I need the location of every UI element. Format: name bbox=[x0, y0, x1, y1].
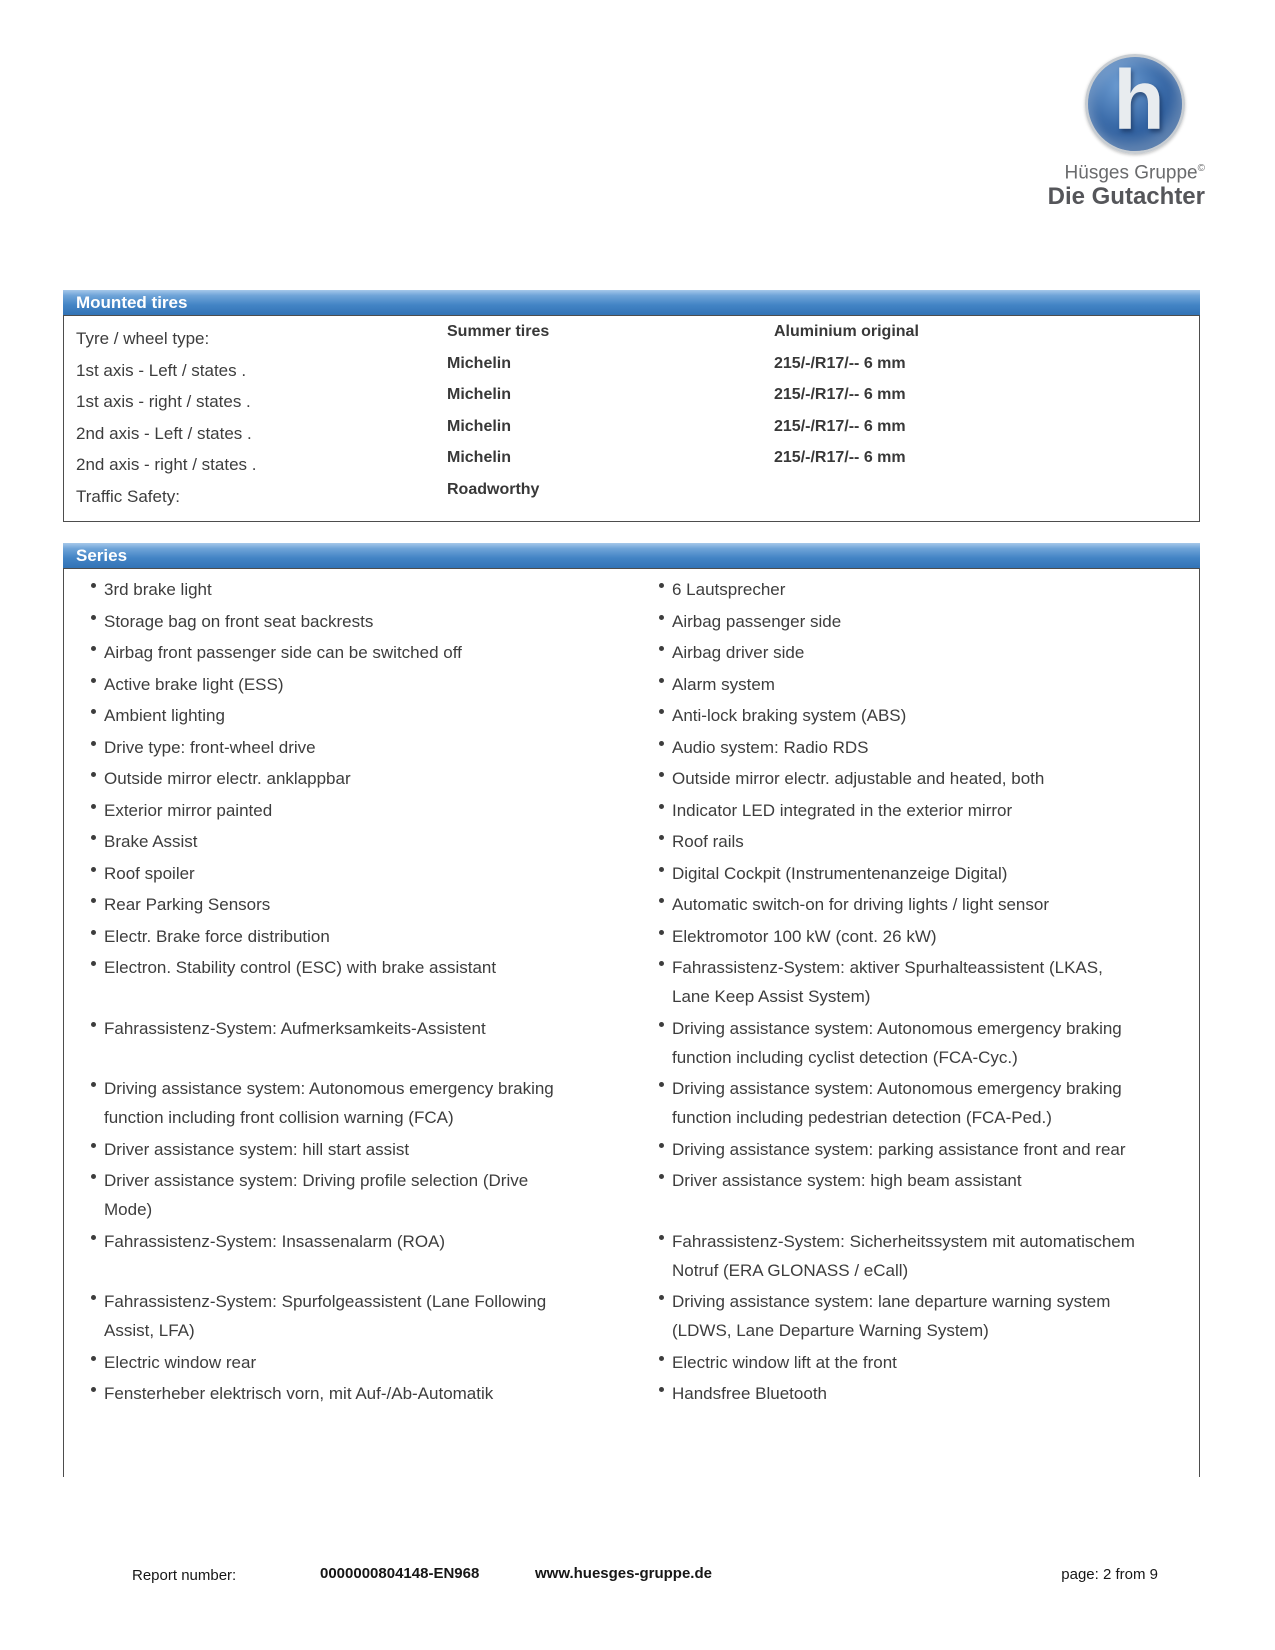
series-item-right bbox=[659, 733, 1189, 762]
series-item-text: Fahrassistenz-System: Sicherheitssystem mit automatischem Notruf (ERA GLONASS / eCall) bbox=[672, 1231, 1135, 1280]
bullet-icon bbox=[659, 1143, 664, 1148]
report-number-label: Report number: bbox=[132, 1567, 237, 1584]
tire-row bbox=[64, 481, 1199, 513]
mounted-tires-header bbox=[63, 290, 1200, 316]
series-list bbox=[63, 569, 1200, 1477]
tire-row-value-1: Summer tires bbox=[447, 323, 550, 340]
bullet-icon bbox=[659, 804, 664, 809]
tire-row-value-1: Michelin bbox=[447, 449, 512, 466]
series-item-right bbox=[659, 670, 1189, 699]
copyright-mark: © bbox=[1197, 163, 1205, 174]
series-item-text: Fahrassistenz-System: aktiver Spurhalteassistent (LKAS, Lane Keep Assist System) bbox=[672, 958, 1103, 1006]
series-header bbox=[63, 543, 1200, 569]
series-item-text: Ambient lighting bbox=[104, 706, 225, 725]
logo-company-name bbox=[945, 158, 1205, 184]
bullet-icon bbox=[659, 1174, 664, 1179]
bullet-icon bbox=[91, 1387, 96, 1392]
series-item-text: 3rd brake light bbox=[104, 580, 212, 599]
series-item-left bbox=[91, 859, 659, 888]
bullet-icon bbox=[91, 1356, 96, 1361]
bullet-icon bbox=[91, 1295, 96, 1300]
series-item-right bbox=[659, 827, 1189, 856]
series-row bbox=[91, 607, 1199, 636]
series-row bbox=[91, 1166, 1199, 1224]
bullet-icon bbox=[659, 678, 664, 683]
series-item-right bbox=[659, 701, 1189, 730]
series-item-right bbox=[659, 890, 1189, 919]
bullet-icon bbox=[91, 1174, 96, 1179]
tire-row-value-1: Michelin bbox=[447, 354, 512, 372]
series-item-text: 6 Lautsprecher bbox=[672, 580, 786, 599]
series-row bbox=[91, 701, 1199, 730]
bullet-icon bbox=[659, 1356, 664, 1361]
tire-row-label: 1st axis - Left / states . bbox=[76, 360, 247, 380]
mounted-tires-section bbox=[63, 290, 1200, 522]
series-item-left bbox=[91, 1379, 659, 1408]
series-item-left bbox=[91, 607, 659, 636]
series-row bbox=[91, 1287, 1199, 1345]
series-row bbox=[91, 859, 1199, 888]
series-item-text: Fahrassistenz-System: Aufmerksamkeits-Assistent bbox=[104, 1018, 486, 1038]
series-item-text: Fensterheber elektrisch vorn, mit Auf-/Ab-Automatik bbox=[104, 1384, 494, 1403]
series-item-left bbox=[91, 1014, 659, 1072]
series-item-text: Handsfree Bluetooth bbox=[672, 1384, 827, 1403]
company-logo bbox=[945, 54, 1205, 210]
series-title: Series bbox=[76, 546, 128, 565]
tire-row-value-2: Aluminium original bbox=[774, 323, 919, 340]
series-row bbox=[91, 953, 1199, 1011]
series-row bbox=[91, 922, 1199, 951]
series-item-right bbox=[659, 607, 1189, 636]
tire-row-value-2: 215/-/R17/-- 6 mm bbox=[774, 354, 906, 372]
report-number-value: 0000000804148-EN968 bbox=[320, 1565, 480, 1582]
series-row bbox=[91, 827, 1199, 856]
bullet-icon bbox=[91, 741, 96, 746]
series-item-left bbox=[91, 953, 659, 1011]
bullet-icon bbox=[91, 930, 96, 935]
series-item-left bbox=[91, 670, 659, 699]
series-item-text: Storage bag on front seat backrests bbox=[104, 611, 374, 631]
series-item-text: Outside mirror electr. adjustable and heated, both bbox=[672, 769, 1045, 788]
series-item-text: Active brake light (ESS) bbox=[104, 674, 284, 694]
series-item-text: Driving assistance system: Autonomous emergency braking function including cyclist detection (FCA-Cyc.) bbox=[672, 1018, 1122, 1067]
bullet-icon bbox=[91, 867, 96, 872]
series-item-left bbox=[91, 701, 659, 730]
bullet-icon bbox=[659, 1387, 664, 1392]
series-row bbox=[91, 890, 1199, 919]
series-item-left bbox=[91, 575, 659, 604]
page-footer bbox=[0, 1565, 1275, 1595]
bullet-icon bbox=[91, 678, 96, 683]
series-item-right bbox=[659, 1287, 1189, 1345]
series-row bbox=[91, 733, 1199, 762]
series-item-text: Electron. Stability control (ESC) with brake assistant bbox=[104, 958, 497, 977]
series-item-right bbox=[659, 859, 1189, 888]
bullet-icon bbox=[91, 804, 96, 809]
bullet-icon bbox=[91, 615, 96, 620]
series-item-text: Roof spoiler bbox=[104, 863, 195, 883]
series-item-left bbox=[91, 1227, 659, 1285]
series-row bbox=[91, 1074, 1199, 1132]
series-item-text: Fahrassistenz-System: Insassenalarm (ROA) bbox=[104, 1231, 446, 1251]
logo-tagline: Die Gutachter bbox=[1047, 183, 1205, 211]
tire-row-value-2 bbox=[774, 474, 1199, 506]
tire-row-value-1: Michelin bbox=[447, 386, 512, 403]
series-item-text: Driving assistance system: Autonomous emergency braking function including front collision warning (FCA) bbox=[104, 1079, 554, 1127]
bullet-icon bbox=[659, 1295, 664, 1300]
series-item-left bbox=[91, 1166, 659, 1224]
series-item-right bbox=[659, 796, 1189, 825]
series-item-text: Alarm system bbox=[672, 674, 775, 694]
series-row bbox=[91, 764, 1199, 793]
bullet-icon bbox=[659, 961, 664, 966]
series-item-text: Exterior mirror painted bbox=[104, 800, 273, 820]
series-item-text: Outside mirror electr. anklappbar bbox=[104, 769, 351, 788]
series-item-left bbox=[91, 890, 659, 919]
bullet-icon bbox=[659, 646, 664, 651]
series-row bbox=[91, 796, 1199, 825]
series-item-right bbox=[659, 1348, 1189, 1377]
logo-company-name-text: Hüsges Gruppe bbox=[1064, 162, 1198, 184]
series-item-text: Brake Assist bbox=[104, 832, 198, 851]
series-row bbox=[91, 1014, 1199, 1072]
tire-row-value-2: 215/-/R17/-- 6 mm bbox=[774, 386, 906, 403]
bullet-icon bbox=[91, 898, 96, 903]
mounted-tires-title: Mounted tires bbox=[76, 293, 188, 312]
series-item-text: Electric window lift at the front bbox=[672, 1352, 897, 1372]
bullet-icon bbox=[91, 835, 96, 840]
tire-row-label: 1st axis - right / states . bbox=[76, 392, 251, 411]
series-section bbox=[63, 543, 1200, 1477]
bullet-icon bbox=[91, 1082, 96, 1087]
series-item-left bbox=[91, 733, 659, 762]
series-item-text: Fahrassistenz-System: Spurfolgeassistent (Lane Following Assist, LFA) bbox=[104, 1292, 547, 1340]
series-item-text: Airbag passenger side bbox=[672, 611, 842, 631]
series-item-left bbox=[91, 922, 659, 951]
bullet-icon bbox=[659, 1022, 664, 1027]
bullet-icon bbox=[91, 772, 96, 777]
series-item-text: Driving assistance system: lane departure warning system (LDWS, Lane Departure Warning System) bbox=[672, 1292, 1111, 1340]
bullet-icon bbox=[91, 961, 96, 966]
series-item-left bbox=[91, 1135, 659, 1164]
tire-row-label: 2nd axis - right / states . bbox=[76, 455, 257, 474]
bullet-icon bbox=[659, 741, 664, 746]
series-item-left bbox=[91, 827, 659, 856]
bullet-icon bbox=[659, 930, 664, 935]
bullet-icon bbox=[659, 772, 664, 777]
series-item-text: Airbag front passenger side can be switched off bbox=[104, 643, 462, 662]
bullet-icon bbox=[91, 1235, 96, 1240]
page-indicator: page: 2 from 9 bbox=[1061, 1566, 1158, 1583]
series-item-right bbox=[659, 953, 1189, 1011]
bullet-icon bbox=[659, 867, 664, 872]
series-item-text: Electric window rear bbox=[104, 1352, 257, 1372]
series-item-text: Electr. Brake force distribution bbox=[104, 926, 330, 946]
bullet-icon bbox=[659, 835, 664, 840]
logo-letter: h bbox=[1113, 53, 1165, 147]
series-row bbox=[91, 1135, 1199, 1164]
series-item-left bbox=[91, 1348, 659, 1377]
series-item-right bbox=[659, 922, 1189, 951]
series-item-text: Driving assistance system: Autonomous emergency braking function including pedestrian detection (FCA-Ped.) bbox=[672, 1079, 1122, 1127]
series-item-right bbox=[659, 1379, 1189, 1408]
series-item-text: Driving assistance system: parking assistance front and rear bbox=[672, 1139, 1126, 1159]
tire-row-value-1: Michelin bbox=[447, 417, 512, 435]
series-row bbox=[91, 670, 1199, 699]
series-item-text: Driver assistance system: Driving profile selection (Drive Mode) bbox=[104, 1171, 529, 1219]
series-item-text: Audio system: Radio RDS bbox=[672, 737, 869, 757]
series-row bbox=[91, 1227, 1199, 1285]
series-item-text: Roof rails bbox=[672, 832, 744, 851]
footer-website: www.huesges-gruppe.de bbox=[535, 1565, 712, 1582]
series-item-left bbox=[91, 638, 659, 667]
bullet-icon bbox=[659, 898, 664, 903]
bullet-icon bbox=[659, 1082, 664, 1087]
bullet-icon bbox=[91, 709, 96, 714]
series-item-left bbox=[91, 796, 659, 825]
series-item-text: Rear Parking Sensors bbox=[104, 895, 271, 914]
series-row bbox=[91, 638, 1199, 667]
logo-h-icon bbox=[1085, 54, 1185, 154]
bullet-icon bbox=[659, 709, 664, 714]
series-item-right bbox=[659, 638, 1189, 667]
series-item-text: Driver assistance system: high beam assistant bbox=[672, 1171, 1022, 1190]
tire-row-label: Traffic Safety: bbox=[76, 486, 180, 506]
bullet-icon bbox=[91, 583, 96, 588]
series-row bbox=[91, 1379, 1199, 1408]
series-item-text: Anti-lock braking system (ABS) bbox=[672, 706, 907, 725]
bullet-icon bbox=[91, 1022, 96, 1027]
series-row bbox=[91, 1348, 1199, 1377]
series-item-left bbox=[91, 1287, 659, 1345]
bullet-icon bbox=[659, 615, 664, 620]
series-item-right bbox=[659, 1227, 1189, 1285]
tire-row-value-2: 215/-/R17/-- 6 mm bbox=[774, 449, 906, 466]
tire-row-value-2: 215/-/R17/-- 6 mm bbox=[774, 417, 906, 435]
series-item-right bbox=[659, 575, 1189, 604]
series-item-text: Drive type: front-wheel drive bbox=[104, 737, 316, 757]
tire-row-label: Tyre / wheel type: bbox=[76, 329, 210, 348]
series-item-right bbox=[659, 764, 1189, 793]
series-item-left bbox=[91, 1074, 659, 1132]
series-item-text: Indicator LED integrated in the exterior mirror bbox=[672, 800, 1013, 820]
bullet-icon bbox=[659, 583, 664, 588]
bullet-icon bbox=[91, 646, 96, 651]
series-item-text: Digital Cockpit (Instrumentenanzeige Digital) bbox=[672, 863, 1008, 883]
tire-row-value-1: Roadworthy bbox=[447, 480, 540, 498]
series-item-text: Driver assistance system: hill start assist bbox=[104, 1139, 410, 1159]
series-item-right bbox=[659, 1014, 1189, 1072]
mounted-tires-table bbox=[63, 316, 1200, 522]
series-item-text: Automatic switch-on for driving lights / light sensor bbox=[672, 895, 1049, 914]
series-item-text: Airbag driver side bbox=[672, 643, 805, 662]
bullet-icon bbox=[91, 1143, 96, 1148]
series-item-left bbox=[91, 764, 659, 793]
bullet-icon bbox=[659, 1235, 664, 1240]
series-item-right bbox=[659, 1166, 1189, 1224]
series-row bbox=[91, 575, 1199, 604]
series-item-right bbox=[659, 1135, 1189, 1164]
tire-row-label: 2nd axis - Left / states . bbox=[76, 423, 252, 443]
series-item-text: Elektromotor 100 kW (cont. 26 kW) bbox=[672, 926, 937, 946]
series-item-right bbox=[659, 1074, 1189, 1132]
